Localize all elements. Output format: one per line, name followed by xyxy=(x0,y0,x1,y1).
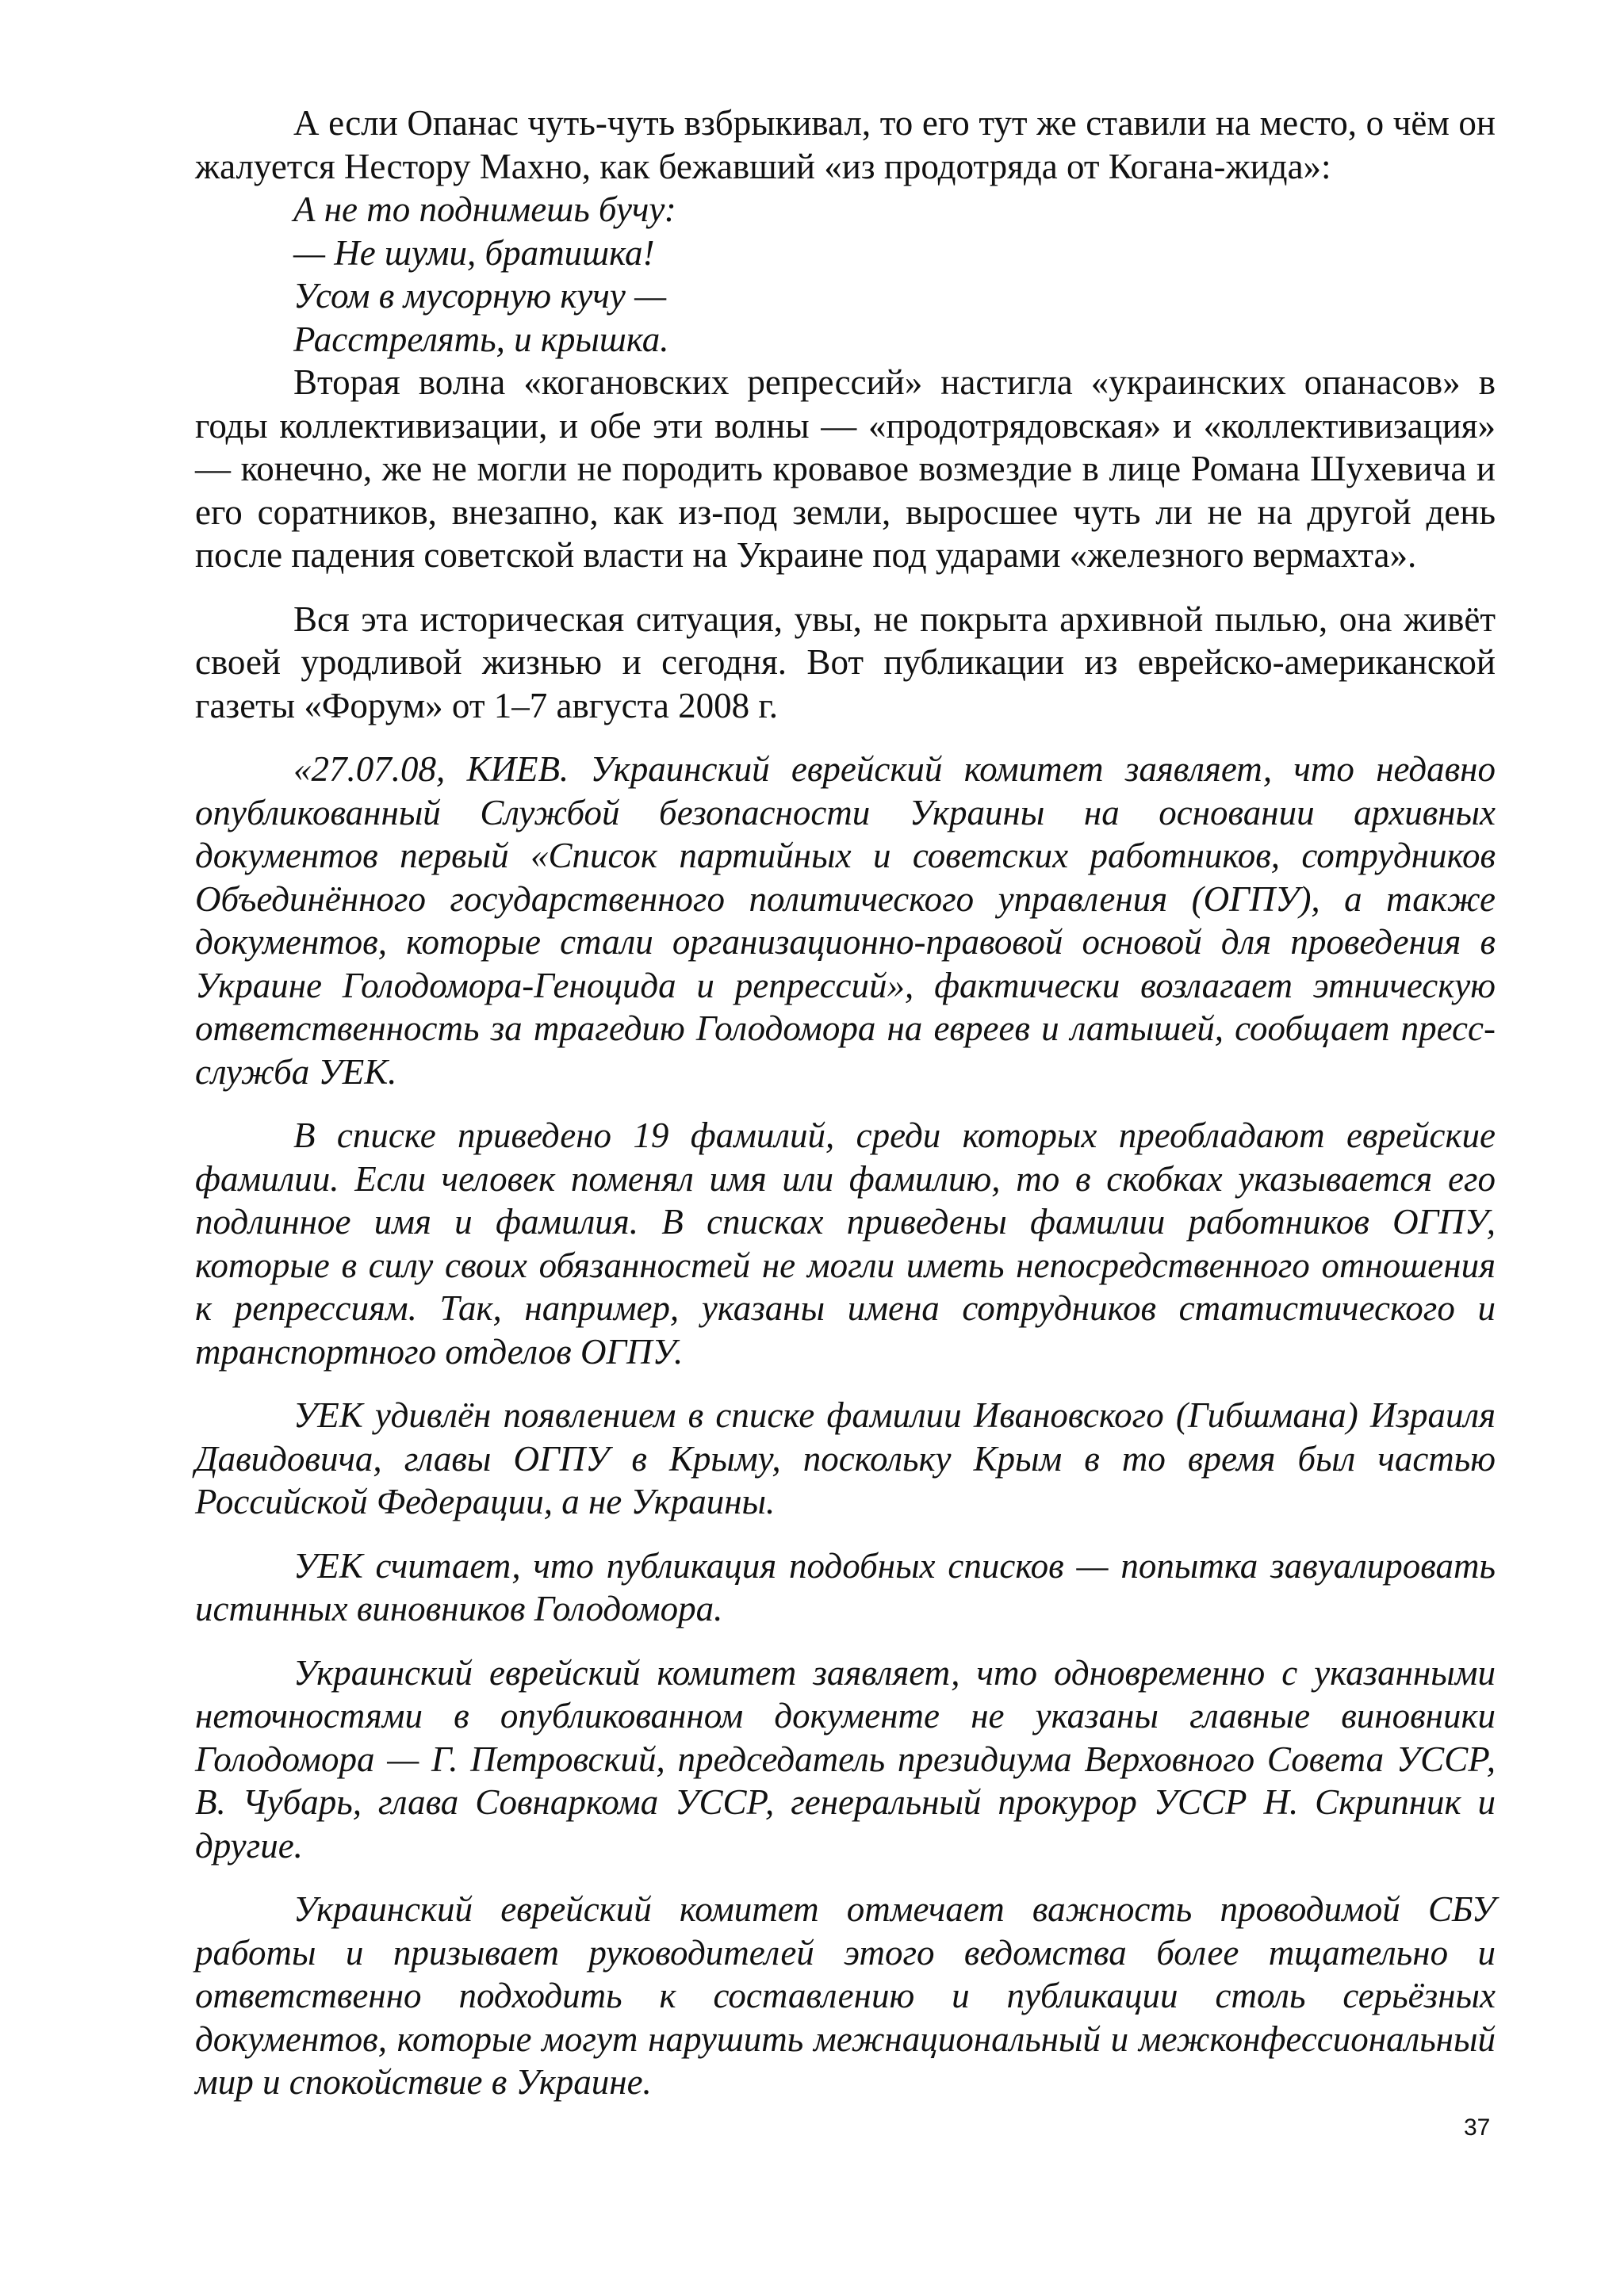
paragraph-opanas: А если Опанас чуть-чуть взбрыкивал, то его тут же ставили на место, о чём он жалуется Нестору Махно, как бежавший «из продотряда от Когана-жида»: xyxy=(195,103,1496,186)
verse-quote xyxy=(195,188,1496,361)
quote-paragraph-ivanovsky: УЕК удивлён появлением в списке фамилии Ивановского (Гибшмана) Израиля Давидовича, главы ОГПУ в Крыму, поскольку Крым в то время был частью Российской Федерации, а не Украины. xyxy=(195,1395,1496,1521)
quote-paragraph-kiev: «27.07.08, КИЕВ. Украинский еврейский комитет заявляет, что недавно опубликованный Службой безопасности Украины на основании архивных документов первый «Список партийных и советских работников, сотрудников Объединённого государственного политического управления (ОГПУ), а также документов, которые стали организационно-правовой основой для проведения в Украине Голодомора-Геноцида и репрессий», фактически возлагает этническую ответственность за трагедию Голодомора на евреев и латышей, сообщает пресс-служба УЕК. xyxy=(195,749,1496,1092)
verse-line: А не то поднимешь бучу: xyxy=(293,189,676,229)
verse-line: Расстрелять, и крышка. xyxy=(293,319,669,359)
quote-paragraph-culprits: Украинский еврейский комитет заявляет, что одновременно с указанными неточностями в опубликованном документе не указаны главные виновники Голодомора — Г. Петровский, председатель президиума Верховного Совета УССР, В. Чубарь, глава Совнаркома УССР, генеральный прокурор УССР Н. Скрипник и другие. xyxy=(195,1652,1496,1866)
verse-line: — Не шуми, братишка! xyxy=(293,232,655,273)
document-page xyxy=(195,101,1496,2104)
quote-paragraph-uek-opinion: УЕК считает, что публикация подобных списков — попытка завуалировать истинных виновников Голодомора. xyxy=(195,1545,1496,1628)
verse-line: Усом в мусорную кучу — xyxy=(293,276,667,316)
paragraph-historical-situation: Вся эта историческая ситуация, увы, не покрыта архивной пылью, она живёт своей уродливой жизнью и сегодня. Вот публикации из еврейско-американской газеты «Форум» от 1–7 августа 2008 г. xyxy=(195,599,1496,725)
paragraph-second-wave: Вторая волна «когановских репрессий» настигла «украинских опанасов» в годы коллективизации, и обе эти волны — «продотрядовская» и «коллективизация» — конечно, же не могли не породить кровавое возмездие в лице Романа Шухевича и его соратников, внезапно, как из-под земли, выросшее чуть ли не на другой день после падения советской власти на Украине под ударами «железного вермахта». xyxy=(195,362,1496,575)
quote-paragraph-list: В списке приведено 19 фамилий, среди которых преобладают еврейские фамилии. Если человек поменял имя или фамилию, то в скобках указывается его подлинное имя и фамилия. В списках приведены фамилии работников ОГПУ, которые в силу своих обязанностей не могли иметь непосредственного отношения к репрессиям. Так, например, указаны имена сотрудников статистического и транспортного отделов ОГПУ. xyxy=(195,1115,1496,1372)
page-number: 37 xyxy=(1464,2114,1491,2141)
quote-paragraph-sbu: Украинский еврейский комитет отмечает важность проводимой СБУ работы и призывает руководителей этого ведомства более тщательно и ответственно подходить к составлению и публикации столь серьёзных документов, которые могут нарушить межнациональный и межконфессиональный мир и спокойствие в Украине. xyxy=(195,1889,1496,2102)
